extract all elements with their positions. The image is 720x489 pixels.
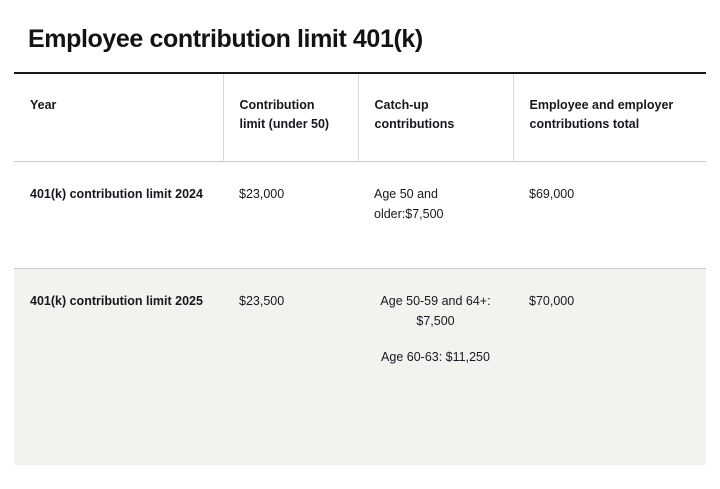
catch-up-line: Age 60-63: $11,250 xyxy=(381,349,490,364)
table-header-row xyxy=(14,73,706,161)
column-header-year: Year xyxy=(30,98,57,112)
cell-contribution-limit-2025: $23,500 xyxy=(239,293,285,308)
page-title: Employee contribution limit 401(k) xyxy=(28,25,423,53)
table-row xyxy=(14,161,706,268)
cell-year-2025: 401(k) contribution limit 2025 xyxy=(30,293,203,308)
cell-contribution-limit-2024: $23,000 xyxy=(239,186,285,201)
cell-total-2024: $69,000 xyxy=(529,186,575,201)
column-header-contribution-limit: Contribution limit (under 50) xyxy=(223,73,358,161)
catch-up-line: Age 50-59 and 64+: $7,500 xyxy=(380,293,491,328)
cell-catch-up-2024: Age 50 and older:$7,500 xyxy=(374,186,444,221)
column-header-total: Employee and employer contributions total xyxy=(513,73,706,161)
contribution-limits-table xyxy=(14,72,706,465)
cell-total-2025: $70,000 xyxy=(529,293,575,308)
table-header xyxy=(14,73,706,161)
cell-year-2024: 401(k) contribution limit 2024 xyxy=(30,186,203,201)
cell-catch-up-2025 xyxy=(358,268,513,465)
table-body xyxy=(14,161,706,465)
table-row xyxy=(14,268,706,465)
column-header-catch-up: Catch-up contributions xyxy=(358,73,513,161)
